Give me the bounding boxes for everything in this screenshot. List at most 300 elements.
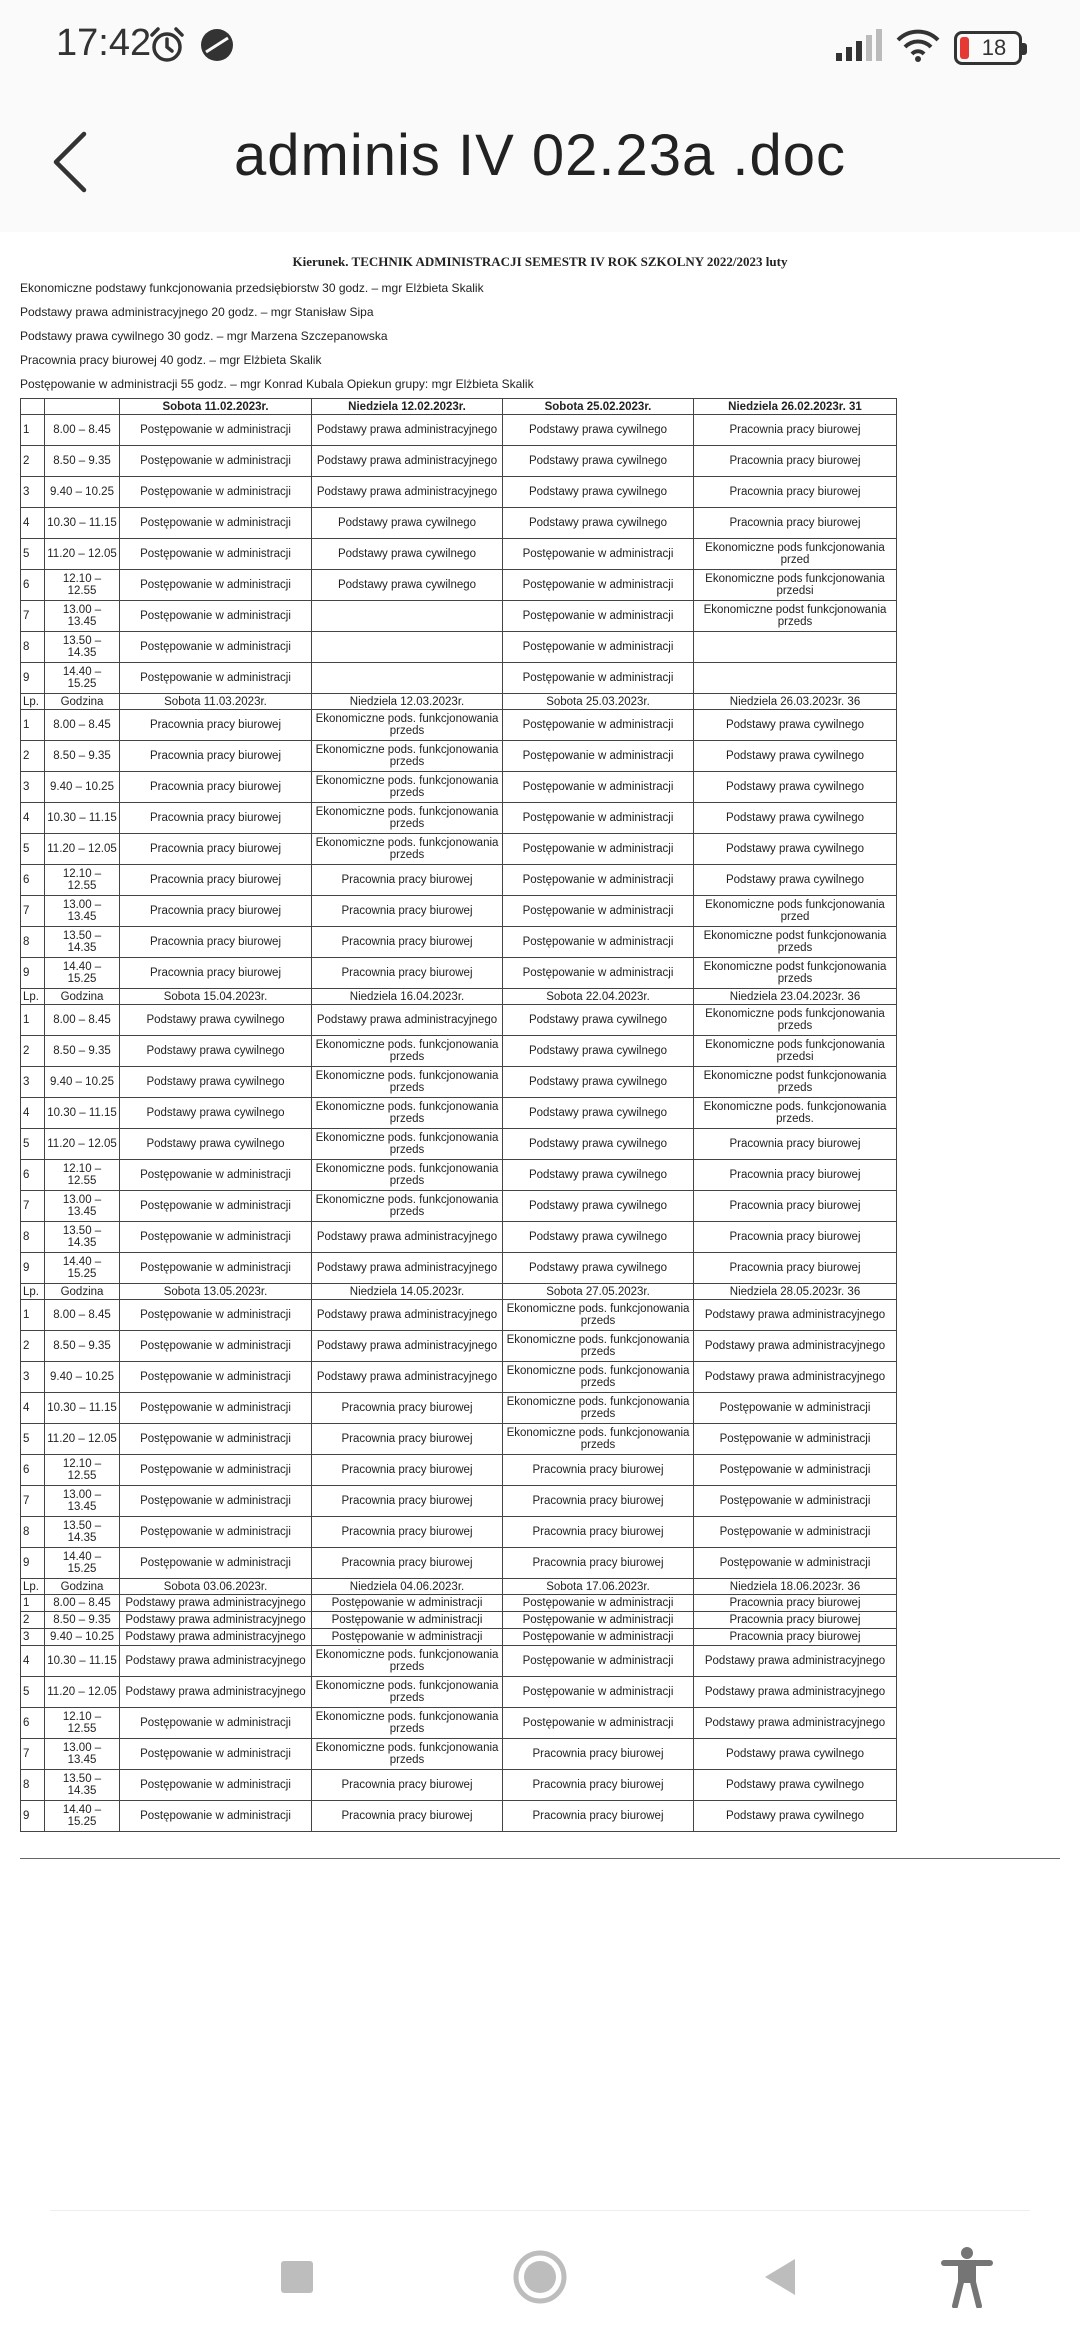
- subject-cell: Pracownia pracy biurowej: [503, 1517, 694, 1548]
- schedule-row: [21, 601, 897, 632]
- subject-cell: Pracownia pracy biurowej: [312, 927, 503, 958]
- back-triangle-icon: [761, 2257, 801, 2297]
- teacher-line: Podstawy prawa administracyjnego 20 godz. – mgr Stanisław Sipa: [20, 305, 374, 319]
- subject-cell: Ekonomiczne pods. funkcjonowania przeds: [312, 1191, 503, 1222]
- home-circle-icon: [512, 2249, 568, 2305]
- lesson-number-cell: 3: [21, 1629, 45, 1646]
- subject-cell: Podstawy prawa cywilnego: [503, 415, 694, 446]
- schedule-row: [21, 570, 897, 601]
- schedule-header-cell: Godzina: [45, 694, 120, 710]
- subject-cell: Postępowanie w administracji: [120, 1801, 312, 1832]
- subject-cell: Postępowanie w administracji: [120, 1300, 312, 1331]
- subject-cell: Postępowanie w administracji: [120, 1739, 312, 1770]
- subject-cell: Ekonomiczne pods. funkcjonowania przeds: [312, 741, 503, 772]
- subject-cell: Ekonomiczne pods. funkcjonowania przeds: [503, 1393, 694, 1424]
- status-icons-left: [148, 26, 236, 69]
- lesson-number-cell: 6: [21, 1708, 45, 1739]
- subject-cell: Pracownia pracy biurowej: [120, 710, 312, 741]
- subject-cell: Ekonomiczne pods. funkcjonowania przeds: [312, 1646, 503, 1677]
- subject-cell: Postępowanie w administracji: [694, 1393, 897, 1424]
- schedule-header-row: [21, 989, 897, 1005]
- lesson-time-cell: 13.00 – 13.45: [45, 1191, 120, 1222]
- schedule-header-cell: Lp.: [21, 989, 45, 1005]
- schedule-row: [21, 1222, 897, 1253]
- lesson-number-cell: 6: [21, 1455, 45, 1486]
- subject-cell: Ekonomiczne pods. funkcjonowania przeds: [312, 834, 503, 865]
- lesson-number-cell: 4: [21, 508, 45, 539]
- schedule-header-cell: Sobota 15.04.2023r.: [120, 989, 312, 1005]
- subject-cell: Pracownia pracy biurowej: [694, 446, 897, 477]
- home-button[interactable]: [505, 2242, 575, 2312]
- lesson-time-cell: 13.00 – 13.45: [45, 1739, 120, 1770]
- subject-cell: Pracownia pracy biurowej: [312, 865, 503, 896]
- subject-cell: Podstawy prawa administracyjnego: [120, 1595, 312, 1612]
- schedule-row: [21, 865, 897, 896]
- subject-cell: Postępowanie w administracji: [120, 508, 312, 539]
- lesson-number-cell: 8: [21, 1517, 45, 1548]
- subject-cell: Pracownia pracy biurowej: [312, 1455, 503, 1486]
- schedule-header-cell: Sobota 25.03.2023r.: [503, 694, 694, 710]
- subject-cell: Postępowanie w administracji: [503, 1612, 694, 1629]
- subject-cell: Ekonomiczne pods. funkcjonowania przeds: [312, 1677, 503, 1708]
- subject-cell: Postępowanie w administracji: [503, 927, 694, 958]
- signal-icon: [834, 29, 882, 66]
- subject-cell: Ekonomiczne podst funkcjonowania przeds: [694, 927, 897, 958]
- subject-cell: Podstawy prawa administracyjnego: [312, 477, 503, 508]
- lesson-number-cell: 1: [21, 1300, 45, 1331]
- subject-cell: Postępowanie w administracji: [120, 601, 312, 632]
- subject-cell: Podstawy prawa cywilnego: [694, 1770, 897, 1801]
- schedule-row: [21, 1612, 897, 1629]
- schedule-header-cell: Niedziela 18.06.2023r. 36: [694, 1579, 897, 1595]
- subject-cell: Ekonomiczne pods. funkcjonowania przeds: [312, 1739, 503, 1770]
- lesson-time-cell: 13.50 – 14.35: [45, 632, 120, 663]
- subject-cell: Ekonomiczne pods funkcjonowania przed: [694, 896, 897, 927]
- schedule-row: [21, 1160, 897, 1191]
- schedule-row: [21, 741, 897, 772]
- subject-cell: Podstawy prawa administracyjnego: [694, 1331, 897, 1362]
- subject-cell: [312, 632, 503, 663]
- lesson-time-cell: 13.50 – 14.35: [45, 1517, 120, 1548]
- subject-cell: Postępowanie w administracji: [120, 1517, 312, 1548]
- lesson-time-cell: 13.50 – 14.35: [45, 1770, 120, 1801]
- subject-cell: Ekonomiczne podst funkcjonowania przeds: [694, 1067, 897, 1098]
- lesson-time-cell: 13.00 – 13.45: [45, 896, 120, 927]
- schedule-row: [21, 710, 897, 741]
- subject-cell: Podstawy prawa cywilnego: [694, 1739, 897, 1770]
- subject-cell: Podstawy prawa cywilnego: [503, 1160, 694, 1191]
- schedule-header-cell: Sobota 11.02.2023r.: [120, 399, 312, 415]
- subject-cell: Ekonomiczne pods. funkcjonowania przeds: [312, 1036, 503, 1067]
- document-heading: Kierunek. TECHNIK ADMINISTRACJI SEMESTR IV ROK SZKOLNY 2022/2023 luty: [292, 254, 788, 269]
- subject-cell: Pracownia pracy biurowej: [503, 1455, 694, 1486]
- subject-cell: Postępowanie w administracji: [120, 1548, 312, 1579]
- schedule-row: [21, 539, 897, 570]
- subject-cell: Postępowanie w administracji: [694, 1517, 897, 1548]
- schedule-row: [21, 1036, 897, 1067]
- subject-cell: Ekonomiczne podst funkcjonowania przeds: [694, 601, 897, 632]
- lesson-number-cell: 4: [21, 1646, 45, 1677]
- lesson-number-cell: 7: [21, 601, 45, 632]
- app-notification-icon: [198, 26, 236, 69]
- schedule-header-cell: [21, 399, 45, 415]
- schedule-header-cell: Niedziela 12.03.2023r.: [312, 694, 503, 710]
- subject-cell: Podstawy prawa administracyjnego: [312, 1005, 503, 1036]
- subject-cell: Postępowanie w administracji: [120, 1191, 312, 1222]
- subject-cell: Podstawy prawa cywilnego: [503, 1036, 694, 1067]
- schedule-row: [21, 803, 897, 834]
- schedule-row: [21, 1393, 897, 1424]
- lesson-time-cell: 8.00 – 8.45: [45, 415, 120, 446]
- subject-cell: Ekonomiczne pods funkcjonowania przed: [694, 539, 897, 570]
- schedule-header-cell: Sobota 22.04.2023r.: [503, 989, 694, 1005]
- subject-cell: Pracownia pracy biurowej: [120, 834, 312, 865]
- subject-cell: Pracownia pracy biurowej: [120, 896, 312, 927]
- subject-cell: Pracownia pracy biurowej: [694, 1129, 897, 1160]
- subject-cell: Postępowanie w administracji: [120, 1160, 312, 1191]
- schedule-row: [21, 508, 897, 539]
- lesson-number-cell: 4: [21, 1393, 45, 1424]
- lesson-time-cell: 12.10 – 12.55: [45, 1708, 120, 1739]
- subject-cell: Podstawy prawa administracyjnego: [120, 1612, 312, 1629]
- lesson-time-cell: 11.20 – 12.05: [45, 1129, 120, 1160]
- subject-cell: Postępowanie w administracji: [120, 415, 312, 446]
- schedule-header-cell: Niedziela 26.03.2023r. 36: [694, 694, 897, 710]
- accessibility-button[interactable]: [932, 2242, 1002, 2312]
- lesson-number-cell: 6: [21, 1160, 45, 1191]
- teacher-line: Pracownia pracy biurowej 40 godz. – mgr Elżbieta Skalik: [20, 353, 322, 367]
- teacher-list: [20, 276, 1060, 396]
- subject-cell: Postępowanie w administracji: [503, 1708, 694, 1739]
- subject-cell: Ekonomiczne pods. funkcjonowania przeds: [312, 1160, 503, 1191]
- subject-cell: Postępowanie w administracji: [694, 1486, 897, 1517]
- subject-cell: Pracownia pracy biurowej: [503, 1739, 694, 1770]
- subject-cell: Postępowanie w administracji: [503, 741, 694, 772]
- lesson-number-cell: 5: [21, 834, 45, 865]
- subject-cell: Pracownia pracy biurowej: [503, 1486, 694, 1517]
- lesson-time-cell: 12.10 – 12.55: [45, 1455, 120, 1486]
- schedule-header-cell: [45, 399, 120, 415]
- subject-cell: Podstawy prawa administracyjnego: [694, 1646, 897, 1677]
- lesson-number-cell: 9: [21, 1801, 45, 1832]
- subject-cell: Pracownia pracy biurowej: [694, 415, 897, 446]
- schedule-row: [21, 1801, 897, 1832]
- subject-cell: Podstawy prawa administracyjnego: [694, 1708, 897, 1739]
- schedule-row: [21, 1300, 897, 1331]
- subject-cell: Podstawy prawa cywilnego: [503, 1067, 694, 1098]
- nav-divider: [50, 2210, 1030, 2211]
- subject-cell: Pracownia pracy biurowej: [120, 958, 312, 989]
- lesson-number-cell: 3: [21, 477, 45, 508]
- schedule-row: [21, 663, 897, 694]
- subject-cell: Podstawy prawa cywilnego: [120, 1129, 312, 1160]
- lesson-number-cell: 7: [21, 896, 45, 927]
- subject-cell: Pracownia pracy biurowej: [312, 1424, 503, 1455]
- subject-cell: Podstawy prawa cywilnego: [694, 772, 897, 803]
- subject-cell: Pracownia pracy biurowej: [694, 1612, 897, 1629]
- subject-cell: Ekonomiczne pods. funkcjonowania przeds: [503, 1331, 694, 1362]
- lesson-number-cell: 2: [21, 1331, 45, 1362]
- subject-cell: Podstawy prawa cywilnego: [312, 570, 503, 601]
- schedule-row: [21, 1455, 897, 1486]
- schedule-header-cell: Niedziela 23.04.2023r. 36: [694, 989, 897, 1005]
- subject-cell: Ekonomiczne pods. funkcjonowania przeds: [312, 1708, 503, 1739]
- subject-cell: Podstawy prawa administracyjnego: [312, 1331, 503, 1362]
- subject-cell: Ekonomiczne pods funkcjonowania przeds: [694, 1005, 897, 1036]
- lesson-time-cell: 11.20 – 12.05: [45, 1424, 120, 1455]
- schedule-row: [21, 1362, 897, 1393]
- schedule-row: [21, 1253, 897, 1284]
- subject-cell: Ekonomiczne pods. funkcjonowania przeds: [312, 1098, 503, 1129]
- schedule-row: [21, 927, 897, 958]
- subject-cell: Podstawy prawa administracyjnego: [694, 1677, 897, 1708]
- subject-cell: Podstawy prawa administracyjnego: [694, 1300, 897, 1331]
- lesson-number-cell: 9: [21, 663, 45, 694]
- lesson-time-cell: 10.30 – 11.15: [45, 508, 120, 539]
- subject-cell: Postępowanie w administracji: [120, 632, 312, 663]
- subject-cell: Podstawy prawa cywilnego: [503, 1222, 694, 1253]
- lesson-time-cell: 8.00 – 8.45: [45, 1005, 120, 1036]
- lesson-number-cell: 9: [21, 958, 45, 989]
- subject-cell: Ekonomiczne pods funkcjonowania przedsi: [694, 570, 897, 601]
- subject-cell: Postępowanie w administracji: [120, 477, 312, 508]
- subject-cell: Postępowanie w administracji: [503, 710, 694, 741]
- lesson-number-cell: 2: [21, 1036, 45, 1067]
- subject-cell: Postępowanie w administracji: [120, 446, 312, 477]
- subject-cell: Postępowanie w administracji: [503, 803, 694, 834]
- lesson-number-cell: 5: [21, 1129, 45, 1160]
- subject-cell: Postępowanie w administracji: [120, 1253, 312, 1284]
- lesson-time-cell: 10.30 – 11.15: [45, 1646, 120, 1677]
- schedule-header-cell: Sobota 11.03.2023r.: [120, 694, 312, 710]
- subject-cell: [312, 601, 503, 632]
- lesson-number-cell: 1: [21, 1005, 45, 1036]
- lesson-time-cell: 8.00 – 8.45: [45, 710, 120, 741]
- document-page[interactable]: [20, 248, 1060, 1859]
- subject-cell: Pracownia pracy biurowej: [694, 1595, 897, 1612]
- subject-cell: Postępowanie w administracji: [503, 539, 694, 570]
- subject-cell: Postępowanie w administracji: [120, 663, 312, 694]
- subject-cell: Postępowanie w administracji: [312, 1595, 503, 1612]
- lesson-number-cell: 7: [21, 1486, 45, 1517]
- subject-cell: Podstawy prawa cywilnego: [503, 1129, 694, 1160]
- status-icons-right: [834, 28, 1022, 67]
- lesson-time-cell: 9.40 – 10.25: [45, 1362, 120, 1393]
- schedule-row: [21, 1067, 897, 1098]
- teacher-line: Postępowanie w administracji 55 godz. – mgr Konrad Kubala Opiekun grupy: mgr Elżbieta Skalik: [20, 377, 534, 391]
- lesson-number-cell: 6: [21, 570, 45, 601]
- lesson-number-cell: 8: [21, 632, 45, 663]
- subject-cell: Podstawy prawa administracyjnego: [312, 1300, 503, 1331]
- schedule-header-cell: Sobota 13.05.2023r.: [120, 1284, 312, 1300]
- schedule-row: [21, 896, 897, 927]
- subject-cell: Pracownia pracy biurowej: [694, 1160, 897, 1191]
- teacher-line: Ekonomiczne podstawy funkcjonowania przedsiębiorstw 30 godz. – mgr Elżbieta Skalik: [20, 281, 484, 295]
- schedule-row: [21, 1129, 897, 1160]
- subject-cell: Podstawy prawa cywilnego: [312, 539, 503, 570]
- subject-cell: Podstawy prawa cywilnego: [694, 1801, 897, 1832]
- subject-cell: Postępowanie w administracji: [503, 601, 694, 632]
- subject-cell: Pracownia pracy biurowej: [120, 927, 312, 958]
- subject-cell: Ekonomiczne pods funkcjonowania przedsi: [694, 1036, 897, 1067]
- nav-back-button[interactable]: [746, 2242, 816, 2312]
- subject-cell: Postępowanie w administracji: [503, 834, 694, 865]
- subject-cell: Podstawy prawa cywilnego: [694, 834, 897, 865]
- subject-cell: Postępowanie w administracji: [694, 1548, 897, 1579]
- lesson-time-cell: 8.50 – 9.35: [45, 1612, 120, 1629]
- lesson-time-cell: 11.20 – 12.05: [45, 539, 120, 570]
- schedule-row: [21, 1005, 897, 1036]
- subject-cell: Ekonomiczne pods. funkcjonowania przeds: [312, 803, 503, 834]
- lesson-number-cell: 3: [21, 1067, 45, 1098]
- subject-cell: Postępowanie w administracji: [503, 896, 694, 927]
- schedule-row: [21, 958, 897, 989]
- subject-cell: Postępowanie w administracji: [503, 570, 694, 601]
- lesson-time-cell: 11.20 – 12.05: [45, 1677, 120, 1708]
- schedule-row: [21, 1331, 897, 1362]
- lesson-number-cell: 9: [21, 1548, 45, 1579]
- schedule-row: [21, 1424, 897, 1455]
- schedule-header-row: [21, 694, 897, 710]
- subject-cell: Pracownia pracy biurowej: [312, 1548, 503, 1579]
- lesson-number-cell: 1: [21, 415, 45, 446]
- subject-cell: Podstawy prawa administracyjnego: [694, 1362, 897, 1393]
- subject-cell: Postępowanie w administracji: [120, 1393, 312, 1424]
- subject-cell: Podstawy prawa cywilnego: [503, 477, 694, 508]
- page-bottom-rule: [20, 1858, 1060, 1859]
- lesson-time-cell: 14.40 – 15.25: [45, 663, 120, 694]
- schedule-header-cell: Sobota 25.02.2023r.: [503, 399, 694, 415]
- subject-cell: Ekonomiczne pods. funkcjonowania przeds: [312, 772, 503, 803]
- subject-cell: Podstawy prawa administracyjnego: [312, 415, 503, 446]
- subject-cell: Pracownia pracy biurowej: [694, 1629, 897, 1646]
- app-header: [0, 92, 1080, 232]
- lesson-number-cell: 2: [21, 1612, 45, 1629]
- subject-cell: Pracownia pracy biurowej: [694, 1191, 897, 1222]
- schedule-row: [21, 772, 897, 803]
- subject-cell: Pracownia pracy biurowej: [312, 1770, 503, 1801]
- subject-cell: Pracownia pracy biurowej: [312, 1393, 503, 1424]
- lesson-time-cell: 9.40 – 10.25: [45, 1629, 120, 1646]
- lesson-number-cell: 3: [21, 1362, 45, 1393]
- subject-cell: Podstawy prawa administracyjnego: [120, 1646, 312, 1677]
- schedule-header-cell: Niedziela 26.02.2023r. 31: [694, 399, 897, 415]
- schedule-row: [21, 1548, 897, 1579]
- lesson-number-cell: 1: [21, 1595, 45, 1612]
- subject-cell: Postępowanie w administracji: [503, 958, 694, 989]
- lesson-number-cell: 7: [21, 1191, 45, 1222]
- subject-cell: [694, 632, 897, 663]
- schedule-row: [21, 632, 897, 663]
- lesson-time-cell: 12.10 – 12.55: [45, 1160, 120, 1191]
- subject-cell: Postępowanie w administracji: [120, 1424, 312, 1455]
- lesson-time-cell: 14.40 – 15.25: [45, 958, 120, 989]
- subject-cell: Podstawy prawa cywilnego: [312, 508, 503, 539]
- subject-cell: Podstawy prawa cywilnego: [503, 1098, 694, 1129]
- schedule-header-cell: Niedziela 16.04.2023r.: [312, 989, 503, 1005]
- subject-cell: Postępowanie w administracji: [120, 1486, 312, 1517]
- subject-cell: Podstawy prawa cywilnego: [694, 710, 897, 741]
- schedule-row: [21, 1517, 897, 1548]
- lesson-time-cell: 14.40 – 15.25: [45, 1548, 120, 1579]
- subject-cell: Podstawy prawa administracyjnego: [312, 446, 503, 477]
- subject-cell: Podstawy prawa cywilnego: [694, 865, 897, 896]
- schedule-header-cell: Godzina: [45, 989, 120, 1005]
- schedule-header-cell: Lp.: [21, 1284, 45, 1300]
- schedule-row: [21, 1770, 897, 1801]
- recents-button[interactable]: [262, 2242, 332, 2312]
- subject-cell: Pracownia pracy biurowej: [312, 1486, 503, 1517]
- subject-cell: [694, 663, 897, 694]
- schedule-header-cell: Niedziela 12.02.2023r.: [312, 399, 503, 415]
- document-title: adminis IV 02.23a .doc: [233, 123, 847, 188]
- lesson-time-cell: 9.40 – 10.25: [45, 772, 120, 803]
- schedule-row: [21, 1595, 897, 1612]
- wifi-icon: [896, 28, 940, 67]
- lesson-time-cell: 8.50 – 9.35: [45, 1036, 120, 1067]
- lesson-number-cell: 2: [21, 741, 45, 772]
- schedule-row: [21, 1739, 897, 1770]
- subject-cell: Pracownia pracy biurowej: [312, 896, 503, 927]
- subject-cell: Postępowanie w administracji: [503, 632, 694, 663]
- lesson-number-cell: 8: [21, 1770, 45, 1801]
- lesson-time-cell: 14.40 – 15.25: [45, 1253, 120, 1284]
- navigation-bar: [0, 2212, 1080, 2340]
- schedule-header-row: [21, 1284, 897, 1300]
- subject-cell: Ekonomiczne pods. funkcjonowania przeds: [503, 1424, 694, 1455]
- recents-square-icon: [279, 2259, 315, 2295]
- subject-cell: Podstawy prawa administracyjnego: [312, 1253, 503, 1284]
- subject-cell: Podstawy prawa cywilnego: [120, 1067, 312, 1098]
- subject-cell: Ekonomiczne pods. funkcjonowania przeds.: [694, 1098, 897, 1129]
- subject-cell: Podstawy prawa cywilnego: [694, 741, 897, 772]
- subject-cell: Postępowanie w administracji: [120, 1770, 312, 1801]
- lesson-time-cell: 13.00 – 13.45: [45, 1486, 120, 1517]
- lesson-number-cell: 1: [21, 710, 45, 741]
- schedule-row: [21, 834, 897, 865]
- subject-cell: Pracownia pracy biurowej: [503, 1548, 694, 1579]
- subject-cell: Ekonomiczne pods. funkcjonowania przeds: [312, 1129, 503, 1160]
- subject-cell: Postępowanie w administracji: [503, 1595, 694, 1612]
- schedule-header-cell: Niedziela 28.05.2023r. 36: [694, 1284, 897, 1300]
- subject-cell: Postępowanie w administracji: [503, 772, 694, 803]
- schedule-row: [21, 1677, 897, 1708]
- schedule-header-cell: Lp.: [21, 694, 45, 710]
- subject-cell: Postępowanie w administracji: [694, 1424, 897, 1455]
- subject-cell: Postępowanie w administracji: [312, 1629, 503, 1646]
- schedule-header-cell: Sobota 17.06.2023r.: [503, 1579, 694, 1595]
- battery-icon: [954, 31, 1022, 65]
- subject-cell: Pracownia pracy biurowej: [120, 803, 312, 834]
- status-bar: [0, 0, 1080, 92]
- subject-cell: Postępowanie w administracji: [503, 865, 694, 896]
- schedule-row: [21, 1708, 897, 1739]
- accessibility-icon: [941, 2246, 993, 2308]
- schedule-header-row: [21, 1579, 897, 1595]
- subject-cell: Postępowanie w administracji: [312, 1612, 503, 1629]
- subject-cell: Pracownia pracy biurowej: [694, 1253, 897, 1284]
- subject-cell: Podstawy prawa administracyjnego: [120, 1629, 312, 1646]
- subject-cell: Pracownia pracy biurowej: [120, 865, 312, 896]
- schedule-header-cell: Godzina: [45, 1579, 120, 1595]
- subject-cell: Podstawy prawa administracyjnego: [312, 1222, 503, 1253]
- subject-cell: Postępowanie w administracji: [120, 1222, 312, 1253]
- subject-cell: Pracownia pracy biurowej: [120, 772, 312, 803]
- subject-cell: Postępowanie w administracji: [120, 1331, 312, 1362]
- subject-cell: Pracownia pracy biurowej: [312, 1517, 503, 1548]
- subject-cell: Postępowanie w administracji: [120, 1362, 312, 1393]
- subject-cell: Ekonomiczne podst funkcjonowania przeds: [694, 958, 897, 989]
